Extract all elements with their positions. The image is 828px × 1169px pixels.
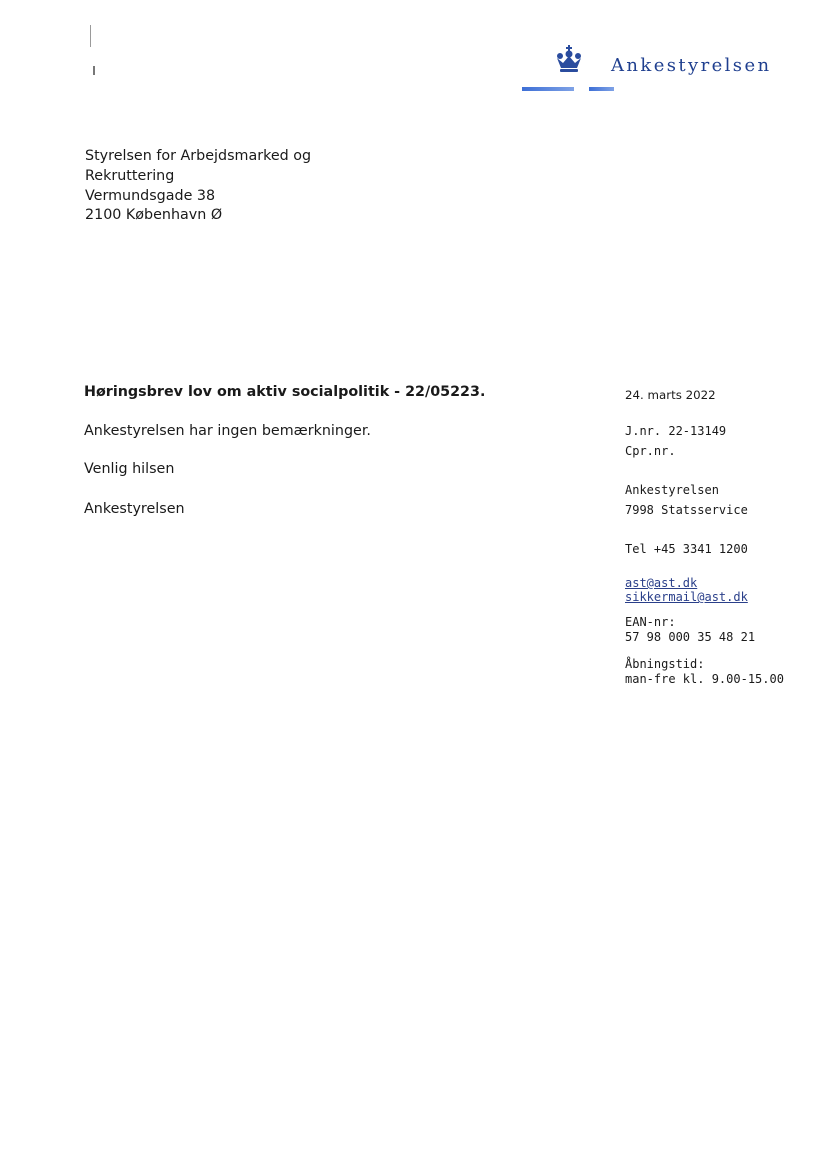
letter-closing: Venlig hilsen [84, 461, 175, 477]
letter-subject: Høringsbrev lov om aktiv socialpolitik - 22/05223. [84, 384, 486, 400]
letter-signature: Ankestyrelsen [84, 501, 185, 517]
logo-bar [589, 87, 614, 91]
cpr-number: Cpr.nr. [625, 444, 676, 458]
ean-value: 57 98 000 35 48 21 [625, 630, 756, 644]
address-line: Styrelsen for Arbejdsmarked og [85, 148, 312, 164]
secure-email-link[interactable]: sikkermail@ast.dk [625, 590, 748, 604]
journal-number: J.nr. 22-13149 [625, 424, 727, 438]
crown-icon [553, 44, 585, 76]
sender-org: Ankestyrelsen [625, 483, 719, 497]
letter-date: 24. marts 2022 [625, 388, 716, 402]
address-line: 2100 København Ø [85, 207, 223, 224]
hours-value: man-fre kl. 9.00-15.00 [625, 672, 784, 686]
email-link[interactable]: ast@ast.dk [625, 576, 698, 590]
logo-wordmark: Ankestyrelsen [611, 55, 772, 76]
recipient-address [85, 147, 311, 226]
sender-postal: 7998 Statsservice [625, 503, 748, 517]
address-line: Vermundsgade 38 [85, 187, 216, 204]
phone-number: Tel +45 3341 1200 [625, 542, 748, 556]
address-line: Rekruttering [85, 167, 175, 184]
letter-body: Ankestyrelsen har ingen bemærkninger. [84, 423, 371, 439]
scan-mark [93, 66, 95, 75]
logo-bar [522, 87, 574, 91]
scan-mark [90, 25, 91, 47]
ean-label: EAN-nr: [625, 615, 676, 629]
hours-label: Åbningstid: [625, 657, 705, 671]
